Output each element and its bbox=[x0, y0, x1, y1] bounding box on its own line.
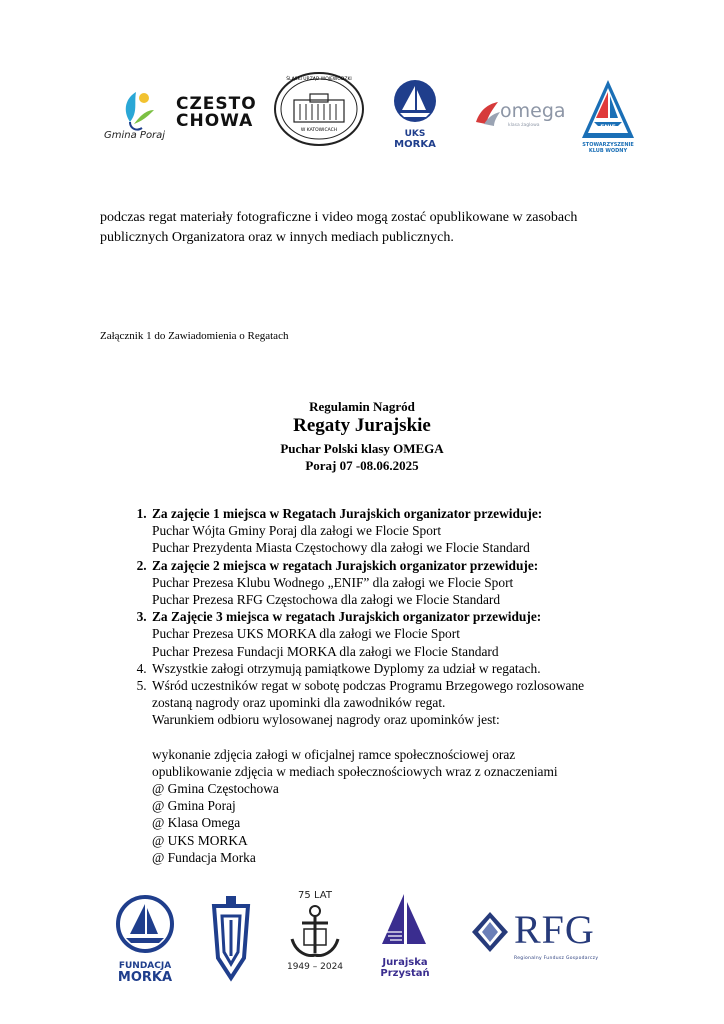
item-5-cond-1: wykonanie zdjęcia załogi w oficjalnej ramce społecznościowej oraz bbox=[152, 746, 516, 762]
rfg-diamond-icon bbox=[470, 910, 510, 954]
footer-logos bbox=[0, 890, 724, 990]
item-5-cond-2: opublikowanie zdjęcia w mediach społecznościowych wraz z oznaczeniami bbox=[152, 763, 558, 779]
list-item bbox=[150, 557, 670, 609]
item-2-heading: 2. Za zajęcie 2 miejsca w regatach Jurajskich organizator przewiduje: bbox=[152, 557, 539, 573]
enif-sub-label-1: STOWARZYSZENIE bbox=[582, 142, 634, 148]
list-item bbox=[150, 505, 670, 557]
rules-subtitle: Regulamin Nagród bbox=[309, 399, 415, 414]
uks-morka-logo bbox=[388, 78, 442, 158]
rfg-label: RFG bbox=[514, 907, 595, 952]
omega-logo bbox=[472, 98, 564, 134]
morka-label: MORKA bbox=[394, 139, 436, 150]
fundacja-sailboat-icon bbox=[110, 894, 180, 954]
enif-sub-label-2: KLUB WODNY bbox=[588, 148, 628, 154]
enif-logo bbox=[580, 78, 636, 170]
sailboat-icon bbox=[388, 78, 442, 124]
item-3-heading: 3. Za Zajęcie 3 miejsca w regatach Jurajskich organizator przewiduje: bbox=[152, 609, 542, 625]
tag-gmina-poraj: @ Gmina Poraj bbox=[152, 798, 236, 814]
list-item bbox=[150, 660, 670, 677]
list-item bbox=[150, 608, 670, 660]
omega-sail-icon bbox=[472, 100, 502, 126]
intro-line-1: podczas regat materiały fotograficzne i video mogą zostać opublikowane w zasobach bbox=[100, 210, 578, 225]
szz-75-label: 75 LAT bbox=[298, 890, 332, 901]
item-1-line-1: Puchar Wójta Gminy Poraj dla załogi we Flocie Sport bbox=[152, 523, 442, 539]
czestochowa-top: CZESTO bbox=[176, 94, 257, 114]
enif-label: ENIF bbox=[600, 124, 616, 131]
fundacja-morka-label: MORKA bbox=[117, 970, 173, 985]
item-2-line-1: Puchar Prezesa Klubu Wodnego „ENIF” dla załogi we Flocie Sport bbox=[152, 574, 514, 590]
omega-sub-label: klasa żaglowa bbox=[508, 123, 540, 128]
omega-label: omega bbox=[500, 100, 566, 122]
jurajska-label: Jurajska bbox=[382, 957, 428, 968]
urzad-seal-bottom-text: W KATOWICACH bbox=[300, 128, 338, 133]
tag-uks-morka: @ UKS MORKA bbox=[152, 832, 248, 848]
rfg-sub-label: Regionalny Fundusz Gospodarczy bbox=[514, 956, 599, 961]
uks-label: UKS bbox=[404, 129, 426, 139]
prize-list bbox=[100, 505, 670, 866]
item-4-text: 4. Wszystkie załogi otrzymują pamiątkowe Dyplomy za udział w regatach. bbox=[152, 660, 541, 676]
gozz-emblem bbox=[208, 894, 254, 982]
czestochowa-bottom: CHOWA bbox=[176, 111, 254, 131]
item-1-line-2: Puchar Prezydenta Miasta Częstochowy dla załogi we Flocie Standard bbox=[152, 540, 530, 556]
fundacja-label: FUNDACJA bbox=[118, 961, 172, 971]
page-title: Regaty Jurajskie bbox=[293, 415, 431, 436]
item-3-line-2: Puchar Prezesa Fundacji MORKA dla załogi we Flocie Standard bbox=[152, 643, 499, 659]
list-item bbox=[150, 677, 670, 866]
item-5-gap bbox=[152, 729, 670, 746]
gmina-poraj-label: Gmina Poraj bbox=[104, 130, 166, 141]
item-5-line-1: 5. Wśród uczestników regat w sobotę podczas Programu Brzegowego rozlosowane bbox=[152, 678, 585, 694]
intro-line-2: publicznych Organizatora oraz w innych mediach publicznych. bbox=[100, 230, 454, 245]
purple-sail-icon bbox=[374, 892, 436, 952]
item-5-line-3: Warunkiem odbioru wylosowanej nagrody oraz upominków jest: bbox=[152, 712, 500, 728]
jurajska-przystan-logo bbox=[374, 892, 436, 986]
tag-klasa-omega: @ Klasa Omega bbox=[152, 815, 241, 831]
item-2-line-2: Puchar Prezesa RFG Częstochowa dla załogi we Flocie Standard bbox=[152, 592, 501, 608]
tag-gmina-czestochowa: @ Gmina Częstochowa bbox=[152, 781, 279, 797]
gmina-poraj-logo bbox=[100, 80, 180, 150]
item-1-heading: 1. Za zajęcie 1 miejsca w Regatach Jurajskich organizator przewiduje: bbox=[152, 506, 543, 521]
szz-years-label: 1949 – 2024 bbox=[286, 962, 344, 972]
event-date: Poraj 07 -08.06.2025 bbox=[305, 458, 419, 473]
item-3-line-1: Puchar Prezesa UKS MORKA dla załogi we Flocie Sport bbox=[152, 626, 460, 642]
item-5-line-2: zostaną nagrody oraz upominki dla zawodników regat. bbox=[152, 695, 446, 711]
fundacja-morka-logo bbox=[110, 894, 180, 984]
enif-triangle-icon bbox=[580, 78, 636, 144]
anchor-icon bbox=[282, 901, 348, 961]
szz-75-lat-logo bbox=[282, 890, 348, 986]
attachment-note: Załącznik 1 do Zawiadomienia o Regatach bbox=[100, 330, 289, 342]
czestochowa-logo bbox=[176, 96, 258, 136]
header-logos bbox=[0, 70, 724, 180]
rfg-logo bbox=[470, 907, 610, 970]
tag-fundacja-morka: @ Fundacja Morka bbox=[152, 849, 256, 865]
anchor-emblem-icon bbox=[208, 894, 254, 982]
cup-name: Puchar Polski klasy OMEGA bbox=[280, 441, 444, 456]
urzad-wojewodzki-seal bbox=[272, 70, 366, 148]
urzad-seal-top-text: ŚLĄSKI URZĄD WOJEWÓDZKI bbox=[286, 77, 352, 82]
przystan-label: Przystań bbox=[380, 968, 430, 979]
